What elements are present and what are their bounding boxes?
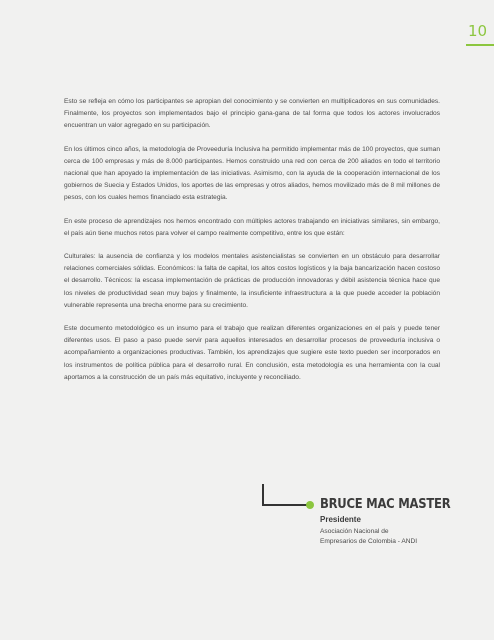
signature-block <box>262 484 462 564</box>
accent-dot-icon <box>306 501 314 509</box>
organization-line-1: Asociación Nacional de <box>320 528 389 535</box>
page-number: 10 <box>468 22 488 40</box>
paragraph-5: Este documento metodológico es un insumo para el trabajo que realizan diferentes organizaciones en el país y puede tener diferentes usos. El paso a paso puede servir para aquellos interesados en desarrollar procesos de proveeduría inclusiva o acompañamiento a organizaciones productivas. También, los aprendizajes que sugiere este texto pueden ser incorporados en los instrumentos de política pública para el desarrollo rural. En conclusión, esta metodología es una herramienta con la cual aportamos a la construcción de un país más equitativo, incluyente y reconciliado. <box>64 325 440 381</box>
signatory-organization <box>320 527 417 547</box>
signatory-role: Presidente <box>320 515 361 524</box>
paragraph-2: En los últimos cinco años, la metodología de Proveeduría Inclusiva ha permitido implementar más de 100 proyectos, que suman cerca de 100 empresas y más de 8.000 participantes. Hemos construido una red con cerca de 200 aliados en todo el territorio nacional que han apoyado la implementación de las iniciativas. Asimismo, con la ayuda de la cooperación internacional de los gobiernos de Suecia y Estados Unidos, los aportes de las empresas y otros aliados, hemos movilizado más de 8 mil millones de pesos, con los cuales hemos financiado esta estrategia. <box>64 145 440 202</box>
body-text <box>64 96 440 395</box>
signatory-name: BRUCE MAC MASTER <box>320 496 451 512</box>
signature-bracket-horizontal <box>262 504 308 506</box>
paragraph-1: Esto se refleja en cómo los participantes se apropian del conocimiento y se convierten en multiplicadores en sus comunidades. Finalmente, los proyectos son implementados bajo el principio gana-gana de tal forma que todos los actores involucrados encuentran un valor agregado en su participación. <box>64 98 440 130</box>
signature-bracket-vertical <box>262 484 264 506</box>
paragraph-3: En este proceso de aprendizajes nos hemos encontrado con múltiples actores trabajando en iniciativas similares, sin embargo, el país aún tiene muchos retos para volver el campo realmente competitivo, entre los que están: <box>64 217 440 237</box>
organization-line-2: Empresarios de Colombia - ANDI <box>320 538 418 545</box>
page-number-underline <box>466 44 494 46</box>
paragraph-4: Culturales: la ausencia de confianza y los modelos mentales asistencialistas se convierten en un obstáculo para desarrollar relaciones comerciales sólidas. Económicos: la falta de capital, los altos costos logísticos y la baja bancarización hacen costoso el desarrollo. Técnicos: la escasa implementación de prácticas de producción innovadoras y débil asistencia técnica hace que los niveles de productividad sean muy bajos y finalmente, la insuficiente infraestructura a la que puede acceder la población vulnerable representa una brecha enorme para su crecimiento. <box>64 253 440 309</box>
